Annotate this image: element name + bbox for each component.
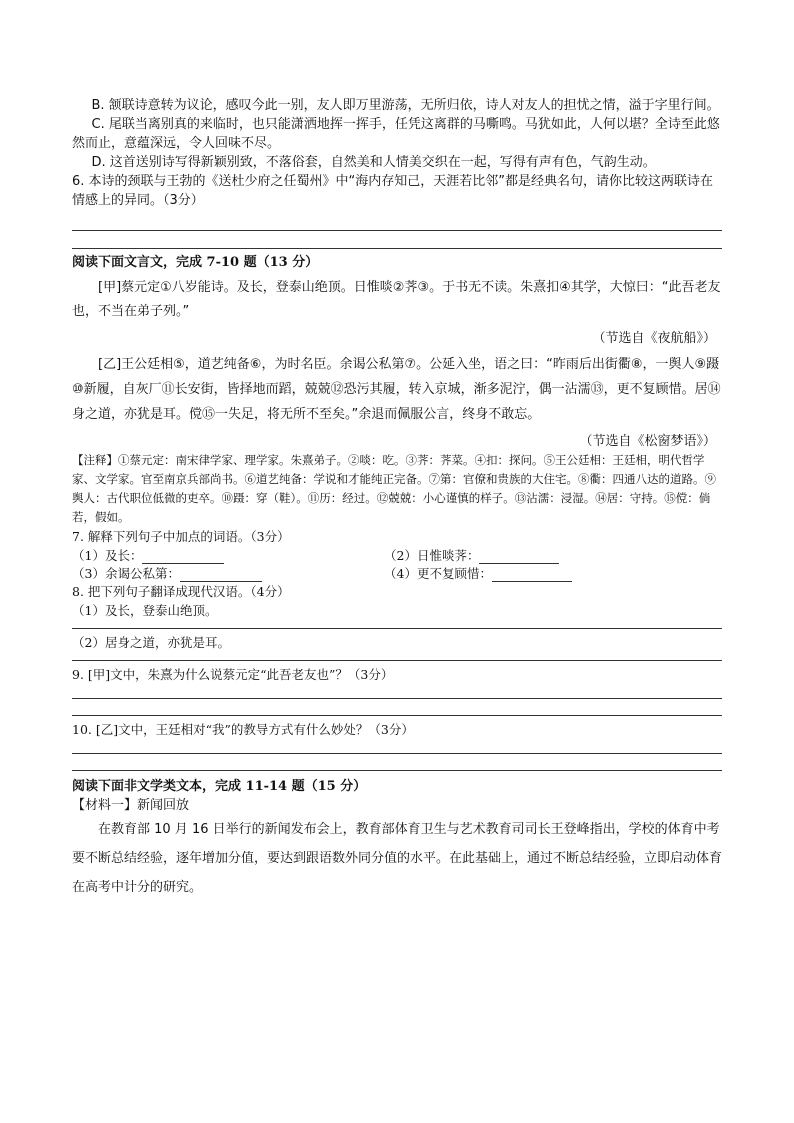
option-d: D. 这首送别诗写得新颖别致，不落俗套，自然美和人情美交织在一起，写得有声有色，气韵生动。 (91, 155, 656, 170)
answer-blank[interactable] (142, 550, 224, 564)
question-7: 7. 解释下列句子中加点的词语。（3分） (72, 529, 290, 544)
question-7-row-2 (72, 564, 722, 582)
question-8-1: （1）及长，登泰山绝顶。 (72, 603, 218, 618)
exam-page (72, 96, 722, 902)
q7-item-4: （4）更不复顾惜： (384, 566, 492, 581)
material-1-paragraph: 在教育部 10 月 16 日举行的新闻发布会上，教育部体育卫生与艺术教育司司长王登峰指出，学校的体育中考要不断总结经验，逐年增加分值，要达到跟语数外同分值的水平。在此基础上，通过不断总结经验，立即启动体育在高考中计分的研究。 (72, 822, 723, 895)
material-1-label: 【材料一】新闻回放 (72, 798, 190, 813)
answer-blank[interactable] (479, 550, 559, 564)
passage-jia: [甲]蔡元定①八岁能诗。及长，登泰山绝顶。日惟啖②荠③。于书无不读。朱熹扣④其学，大惊曰：“此吾老友也，不当在弟子列。” (72, 280, 721, 319)
answer-blank[interactable] (492, 568, 572, 582)
question-9: 9. [甲]文中，朱熹为什么说蔡元定“此吾老友也”？（3分） (72, 667, 394, 682)
option-b: B. 颔联诗意转为议论，感叹今此一别，友人即万里游荡，无所归依，诗人对友人的担忧之情，溢于字里行间。 (91, 98, 720, 113)
option-c: C. 尾联当离别真的来临时，也只能潇洒地挥一挥手，任凭这离群的马嘶鸣。马犹如此，人何以堪？全诗至此悠然而止，意蕴深远，令人回味不尽。 (72, 117, 720, 151)
question-7-row-1 (72, 546, 722, 564)
q7-item-1: （1）及长： (72, 548, 143, 563)
question-8-2: （2）居身之道，亦犹是耳。 (72, 635, 230, 650)
section-heading-nonfiction: 阅读下面非文学类文本，完成 11-14 题（15 分） (72, 779, 367, 794)
question-10: 10. [乙]文中，王廷相对“我”的教导方式有什么妙处？（3分） (72, 722, 414, 737)
question-8: 8. 把下列句子翻译成现代汉语。（4分） (72, 584, 290, 599)
annotation-text: 【注释】①蔡元定：南宋律学家、理学家。朱熹弟子。②啖：吃。③荠：荠菜。④扣：探问。⑤王公廷相：王廷相，明代哲学家、文学家。官至南京兵部尚书。⑥道艺纯备：学说和才能纯正完备。⑦第：官僚和贵族的大住宅。⑧衢：四通八达的道路。⑨舆人：古代职位低微的吏卒。⑩蹑：穿（鞋）。⑪历：经过。⑫兢兢：小心谨慎的样子。⑬沾濡：浸湿。⑭居：守持。⑮傥：倘若，假如。 (72, 453, 716, 524)
q7-item-3: （3）余谒公私第： (72, 566, 180, 581)
passage-yi: [乙]王公廷相⑤，道艺纯备⑥，为时名臣。余谒公私第⑦。公延入坐，语之曰：“昨雨后出街衢⑧，一舆人⑨蹑⑩新履，自灰厂⑪长安街，皆择地而蹈，兢兢⑫恐污其履，转入京城，渐多泥泞，偶一沾濡⑬，更不复顾惜。居⑭身之道，亦犹是耳。傥⑮一失足，将无所不至矣。”余退而佩服公言，终身不敢忘。 (72, 357, 721, 422)
passage-yi-source: （节选自《松窗梦语》） (579, 434, 716, 449)
section-heading-classical: 阅读下面文言文，完成 7-10 题（13 分） (72, 255, 319, 270)
annotations (72, 451, 722, 527)
question-6: 6. 本诗的颈联与王勃的《送杜少府之任蜀州》中“海内存知己，天涯若比邻”都是经典名句，请你比较这两联诗在情感上的异同。（3分） (72, 174, 714, 208)
q7-item-2: （2）日惟啖荠： (384, 548, 480, 563)
passage-jia-source: （节选自《夜航船》） (592, 331, 716, 346)
answer-blank[interactable] (180, 568, 262, 582)
